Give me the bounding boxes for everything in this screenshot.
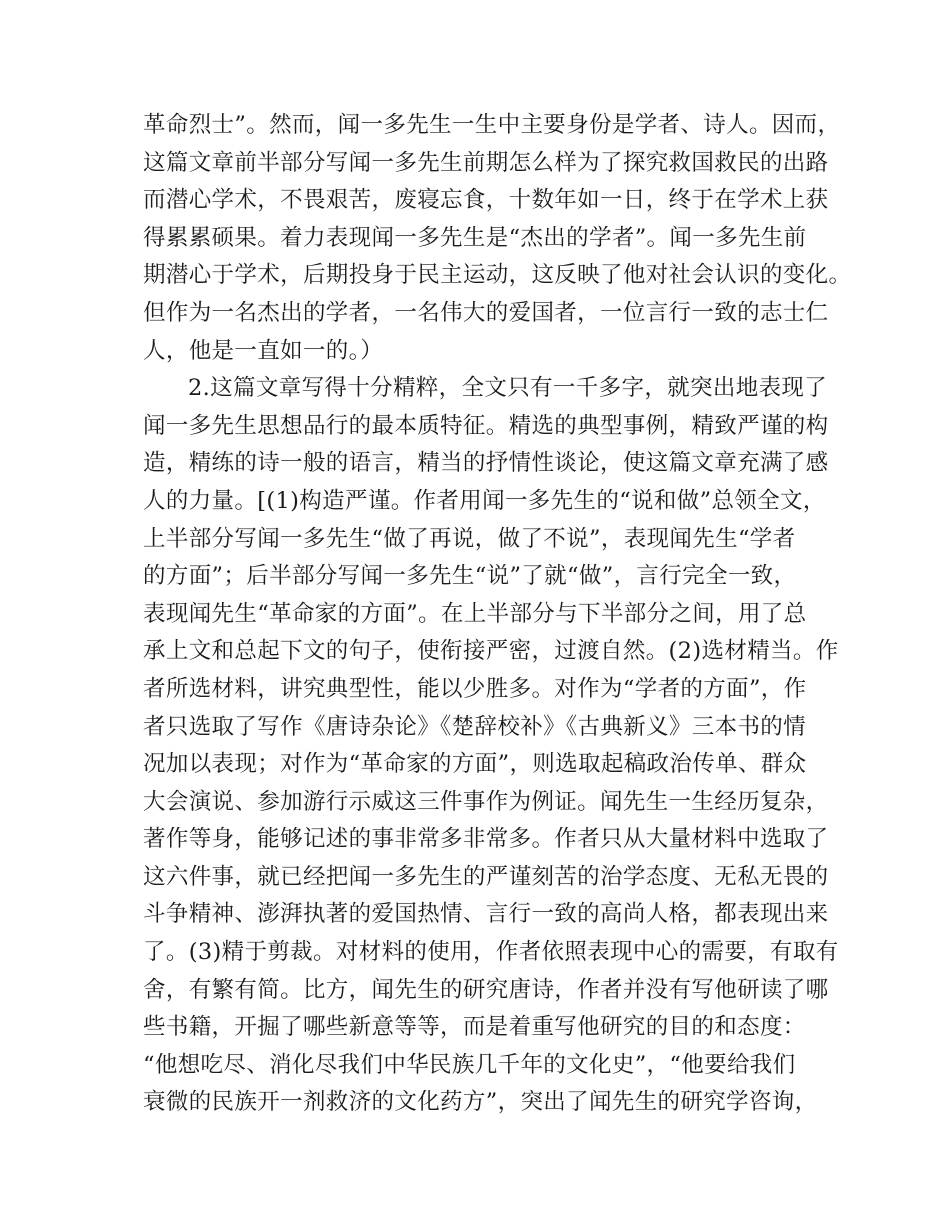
text-line: 得累累硕果。着力表现闻一多先生是“杰出的学者”。闻一多先生前 bbox=[143, 224, 807, 251]
text-line: 期潜心于学术，后期投身于民主运动，这反映了他对社会认识的变化。 bbox=[143, 262, 852, 289]
text-line: 但作为一名杰出的学者，一名伟大的爱国者，一位言行一致的志士仁 bbox=[143, 299, 829, 326]
text-line: 革命烈士”。然而，闻一多先生一生中主要身份是学者、诗人。因而， bbox=[143, 112, 841, 138]
text-line: 著作等身，能够记述的事非常多非常多。作者只从大量材料中选取了 bbox=[143, 826, 829, 853]
text-line: 人，他是一直如一的。） bbox=[143, 337, 384, 364]
text-line: 者所选材料，讲究典型性，能以少胜多。对作为“学者的方面”，作 bbox=[143, 675, 807, 702]
text-line: 而潜心学术，不畏艰苦，废寝忘食，十数年如一日，终于在学术上获 bbox=[143, 187, 829, 214]
body-text bbox=[143, 107, 852, 1122]
text-line: 舍，有繁有简。比方，闻先生的研究唐诗，作者并没有写他研读了哪 bbox=[143, 976, 829, 1003]
text-line: 者只选取了写作《唐诗杂论》《楚辞校补》《古典新义》三本书的情 bbox=[143, 713, 807, 740]
text-line: 况加以表现；对作为“革命家的方面”，则选取起稿政治传单、群众 bbox=[143, 751, 807, 778]
text-line: 斗争精神、澎湃执著的爱国热情、言行一致的高尚人格，都表现出来 bbox=[143, 901, 829, 928]
text-line: 人的力量。[(1)构造严谨。作者用闻一多先生的“说和做”总领全文， bbox=[143, 487, 826, 514]
text-line: 这六件事，就已经把闻一多先生的严谨刻苦的治学态度、无私无畏的 bbox=[143, 863, 829, 890]
text-line: 闻一多先生思想品行的最本质特征。精选的典型事例，精致严谨的构 bbox=[143, 412, 829, 439]
text-line: 造，精练的诗一般的语言，精当的抒情性谈论，使这篇文章充满了感 bbox=[143, 450, 829, 477]
text-line: 些书籍，开掘了哪些新意等等，而是着重写他研究的目的和态度： bbox=[143, 1014, 806, 1041]
text-line: 上半部分写闻一多先生“做了再说，做了不说”，表现闻先生“学者 bbox=[143, 525, 796, 552]
text-line: “他想吃尽、消化尽我们中华民族几千年的文化史”，“他要给我们 bbox=[143, 1051, 796, 1078]
paragraph-start-line: 2.这篇文章写得十分精粹，全文只有一千多字，就突出地表现了 bbox=[188, 375, 828, 402]
text-line: 衰微的民族开一剂救济的文化药方”，突出了闻先生的研究学咨询， bbox=[143, 1089, 818, 1116]
text-line: 了。(3)精于剪裁。对材料的使用，作者依照表现中心的需要，有取有 bbox=[143, 939, 839, 966]
text-line: 承上文和总起下文的句子，使衔接严密，过渡自然。(2)选材精当。作 bbox=[143, 638, 839, 665]
text-line: 大会演说、参加游行示威这三件事作为例证。闻先生一生经历复杂， bbox=[143, 788, 829, 815]
text-line: 这篇文章前半部分写闻一多先生前期怎么样为了探究救国救民的出路 bbox=[143, 149, 829, 176]
text-line: 的方面”；后半部分写闻一多先生“说”了就“做”，言行完全一致， bbox=[143, 563, 797, 590]
text-line: 表现闻先生“革命家的方面”。在上半部分与下半部分之间，用了总 bbox=[143, 600, 807, 627]
